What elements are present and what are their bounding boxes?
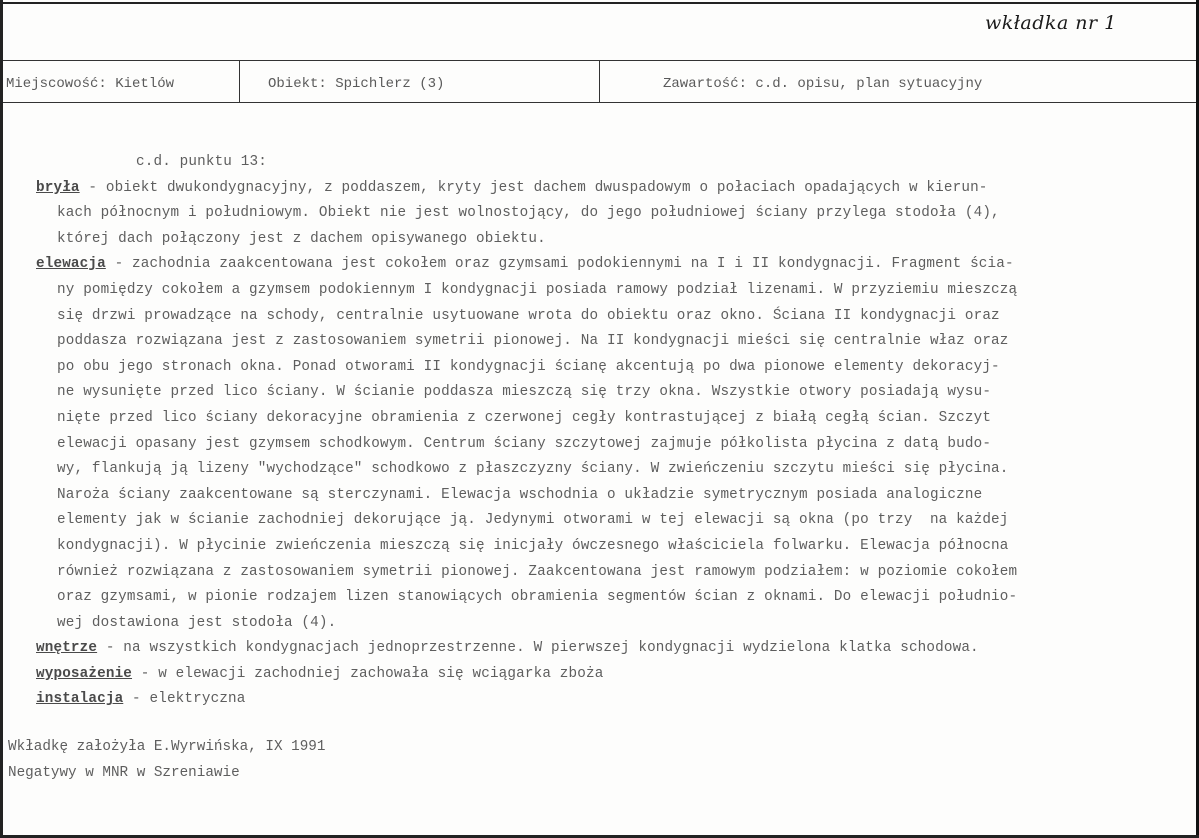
elewacja-line-2: ny pomiędzy cokołem a gzymsem podokiennym I kondygnacji posiada ramowy podział lizenami. W przyziemiu mieszczą [57,281,1018,298]
bryla-line-2: kach północnym i południowym. Obiekt nie jest wolnostojący, do jego południowej ściany przylega stodoła (4), [57,205,1000,222]
header-divider-1 [239,60,240,103]
card-footer [8,734,325,786]
header-contents: Zawartość: c.d. opisu, plan sytuacyjny [663,76,983,92]
wnetrze-line [36,636,1166,662]
elewacja-line-5: po obu jego stronach okna. Ponad otworami II kondygnacji ścianę akcentują po dwa pionowe elementy dekoracyj- [57,358,1000,375]
term-bryla: bryła [36,179,80,196]
header-divider-2 [599,60,600,103]
elewacja-line-9: wy, flankują ją lizeny "wychodzące" schodkowo z płaszczyzny ściany. W zwieńczeniu szczytu mieści się płycina. [57,461,1009,478]
elewacja-line-15: wej dostawiona jest stodoła (4). [57,614,337,631]
elewacja-line-1 [36,252,1166,278]
elewacja-line-14: oraz gzymsami, w pionie rodzajem lizen stanowiących obramienia segmentów ścian z oknami. Do elewacji południo- [57,589,1018,606]
term-elewacja: elewacja [36,256,106,273]
instalacja-line [36,687,1166,713]
footer-negatives: Negatywy w MNR w Szreniawie [8,765,240,781]
header-locality: Miejscowość: Kietlów [6,76,175,92]
elewacja-line-4: poddasza rozwiązana jest z zastosowaniem symetrii pionowej. Na II kondygnacji mieści się centralnie właz oraz [57,333,1009,350]
elewacja-line-13: również rozwiązana z zastosowaniem symetrii pionowej. Zaakcentowana jest ramowym podziałem: w poziomie cokołem [57,563,1018,580]
elewacja-line-6: ne wysunięte przed lico ściany. W ścianie poddasza mieszczą się trzy okna. Wszystkie otwory posiadają wysu- [57,384,992,401]
header-object: Obiekt: Spichlerz (3) [268,76,445,92]
elewacja-line-11: elementy jak w ścianie zachodniej dekorujące ją. Jedynymi otworami w tej elewacji są okna (po trzy na każdej [57,512,1009,529]
card-border-top [2,2,1197,4]
elewacja-line-7: nięte przed lico ściany dekoracyjne obramienia z czerwonej cegły kontrastującej z białą cegłą ścian. Szczyt [57,409,992,426]
term-wnetrze: wnętrze [36,640,98,657]
wyposazenie-line [36,662,1166,688]
term-wyposazenie: wyposażenie [36,665,133,682]
elewacja-line-12: kondygnacji). W płycinie zwieńczenia mieszczą się inicjały ówczesnego właściciela folwarku. Elewacja północna [57,537,1009,554]
footer-author: Wkładkę założyła E.Wyrwińska, IX 1991 [8,739,326,755]
wnetrze-text: - na wszystkich kondygnacjach jednoprzestrzenne. W pierwszej kondygnacji wydzielona klatka schodowa. [97,640,979,657]
intro-line: c.d. punktu 13: [136,154,267,170]
description-body [36,150,1166,713]
handwritten-insert-label: wkładka nr 1 [985,12,1117,34]
card-border-left [0,0,3,838]
bryla-text-1: - obiekt dwukondygnacyjny, z poddaszem, kryty jest dachem dwuspadowym o połaciach opadających w kierun- [79,179,988,196]
elewacja-line-8: elewacji opasany jest gzymsem schodkowym. Centrum ściany szczytowej zajmuje półkolista płycina z datą budo- [57,435,992,452]
elewacja-line-3: się drzwi prowadzące na schody, centralnie usytuowane wrota do obiektu oraz okno. Ściana II kondygnacji oraz [57,307,1000,324]
bryla-line-1 [36,176,1166,202]
bryla-line-3: której dach połączony jest z dachem opisywanego obiektu. [57,230,546,247]
wyposazenie-text: - w elewacji zachodniej zachowała się wciągarka zboża [132,665,604,682]
term-instalacja: instalacja [36,691,124,708]
elewacja-line-10: Naroża ściany zaakcentowane są sterczynami. Elewacja wschodnia o układzie symetrycznym posiada analogiczne [57,486,983,503]
instalacja-text: - elektryczna [123,691,246,708]
elewacja-text-1: - zachodnia zaakcentowana jest cokołem oraz gzymsami podokiennymi na I i II kondygnacji. Fragment ścia- [105,256,1014,273]
